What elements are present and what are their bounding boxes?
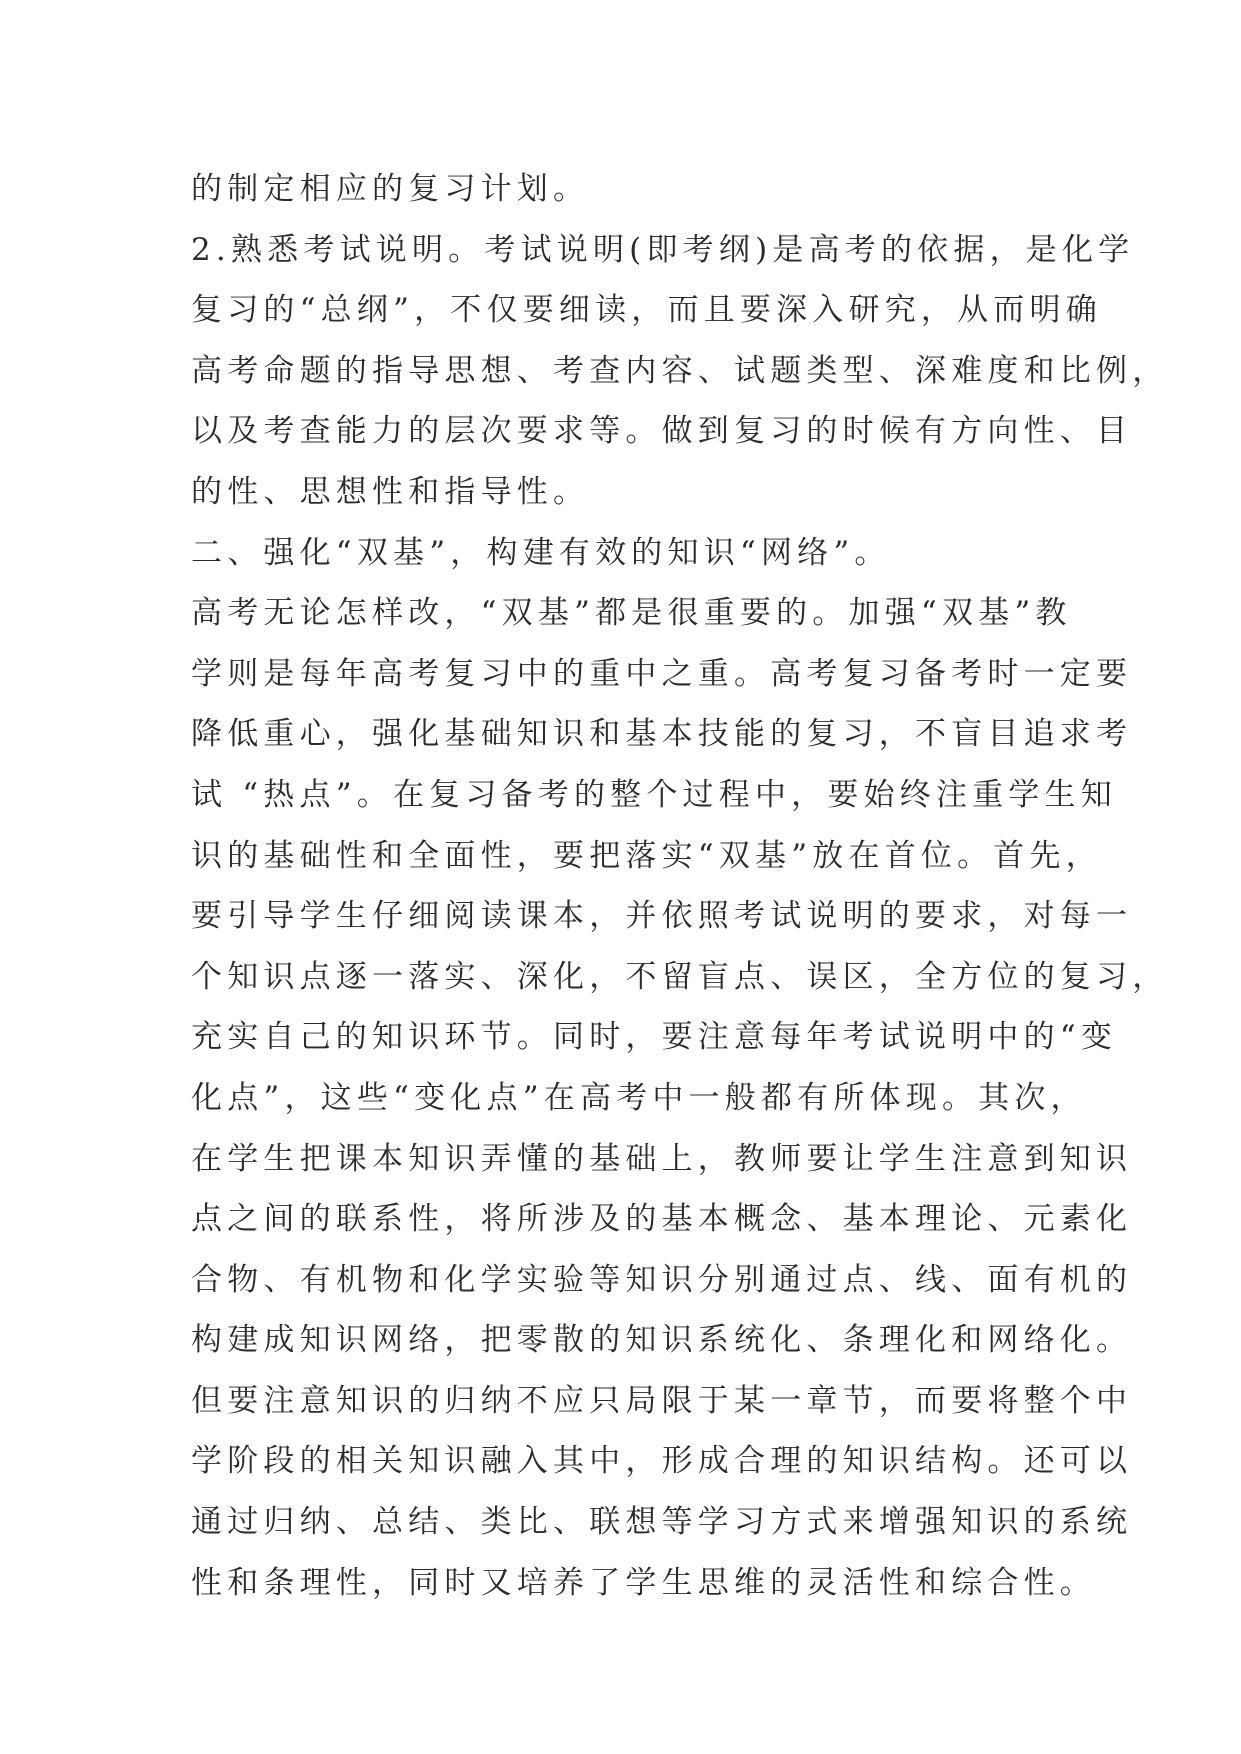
text-line: 复习的“总纲”，不仅要细读，而且要深入研究，从而明确 bbox=[191, 292, 1102, 329]
text-line: 通过归纳、总结、类比、联想等学习方式来增强知识的系统 bbox=[191, 1504, 1133, 1541]
text-line: 个知识点逐一落实、深化，不留盲点、误区，全方位的复习， bbox=[191, 958, 1169, 995]
section-heading: 二、强化“双基”，构建有效的知识“网络”。 bbox=[191, 534, 891, 571]
text-line: 试 “热点”。在复习备考的整个过程中，要始终注重学生知 bbox=[191, 776, 1117, 813]
text-line: 以及考查能力的层次要求等。做到复习的时候有方向性、目 bbox=[191, 413, 1133, 450]
text-line: 但要注意知识的归纳不应只局限于某一章节，而要将整个中 bbox=[191, 1382, 1133, 1419]
text-line: 在学生把课本知识弄懂的基础上，教师要让学生注意到知识 bbox=[191, 1140, 1133, 1177]
text-line: 充实自己的知识环节。同时，要注意每年考试说明中的“变 bbox=[191, 1019, 1118, 1056]
text-line: 合物、有机物和化学实验等知识分别通过点、线、面有机的 bbox=[191, 1261, 1133, 1298]
text-line: 识的基础性和全面性，要把落实“双基”放在首位。首先， bbox=[191, 837, 1102, 874]
text-line: 的性、思想性和指导性。 bbox=[191, 473, 590, 510]
text-line: 构建成知识网络，把零散的知识系统化、条理化和网络化。 bbox=[191, 1322, 1133, 1359]
text-line: 降低重心，强化基础知识和基本技能的复习，不盲目追求考 bbox=[191, 716, 1133, 753]
body-text bbox=[191, 159, 1169, 1613]
text-line: 高考无论怎样改，“双基”都是很重要的。加强“双基”教 bbox=[191, 595, 1072, 632]
text-line: 学则是每年高考复习中的重中之重。高考复习备考时一定要 bbox=[191, 655, 1133, 692]
text-line: 要引导学生仔细阅读课本，并依照考试说明的要求，对每一 bbox=[191, 898, 1133, 935]
text-line: 学阶段的相关知识融入其中，形成合理的知识结构。还可以 bbox=[191, 1443, 1133, 1480]
text-line: 高考命题的指导思想、考查内容、试题类型、深难度和比例， bbox=[191, 352, 1169, 389]
text-line: 的制定相应的复习计划。 bbox=[191, 171, 590, 207]
text-line: 化点”，这些“变化点”在高考中一般都有所体现。其次， bbox=[191, 1079, 1087, 1116]
text-line: 性和条理性，同时又培养了学生思维的灵活性和综合性。 bbox=[191, 1564, 1096, 1601]
text-line: 点之间的联系性，将所涉及的基本概念、基本理论、元素化 bbox=[191, 1201, 1133, 1238]
text-line: 2.熟悉考试说明。考试说明(即考纲)是高考的依据，是化学 bbox=[191, 231, 1135, 268]
